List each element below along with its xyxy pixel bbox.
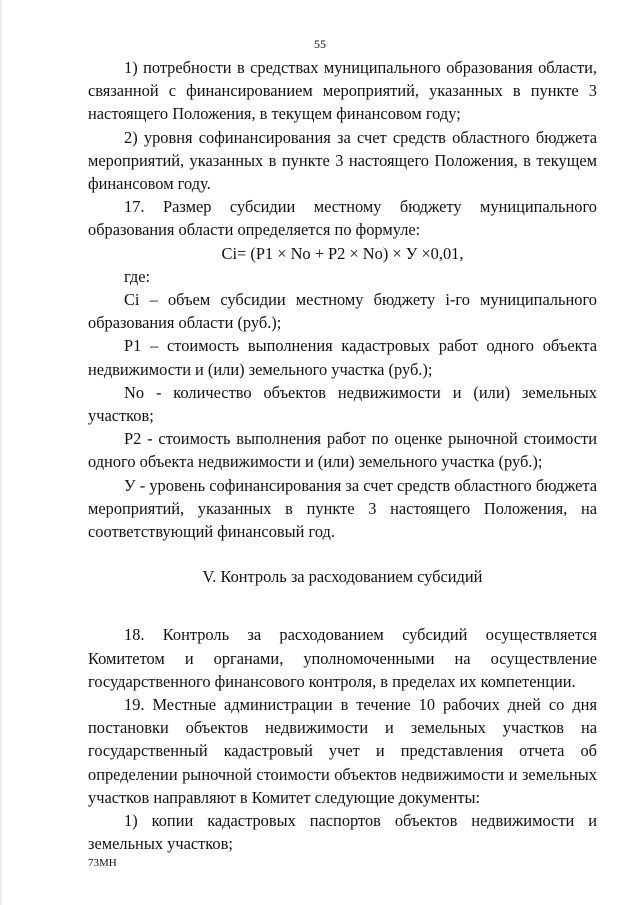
- definition-no: No - количество объектов недвижимости и (или) земельных участков;: [88, 382, 597, 426]
- definition-ci: Ci – объем субсидии местному бюджету i-го муниципального образования области (руб.);: [88, 290, 597, 333]
- paragraph-cofinancing-level: 2) уровня софинансирования за счет средств областного бюджета мероприятий, указанных в пункте 3 настоящего Положения, в текущем финансовом году.: [88, 127, 597, 194]
- document-code: 73МН: [88, 857, 117, 869]
- definition-p1: P1 – стоимость выполнения кадастровых работ одного объекта недвижимости и (или) земельного участка (руб.);: [88, 336, 597, 379]
- document-body: [88, 56, 597, 856]
- section-title: V. Контроль за расходованием субсидий: [202, 567, 483, 587]
- paragraph-17: 17. Размер субсидии местному бюджету муниципального образования области определяется по формуле:: [88, 197, 597, 240]
- paragraph-19-item-1: 1) копии кадастровых паспортов объектов недвижимости и земельных участков;: [88, 811, 597, 854]
- definition-p2: P2 - стоимость выполнения работ по оценке рыночной стоимости одного объекта недвижимости и (или) земельного участка (руб.);: [88, 429, 597, 472]
- page-number: 55: [314, 37, 326, 51]
- definition-u: У - уровень софинансирования за счет средств областного бюджета мероприятий, указанных в пункте 3 настоящего Положения, на соответствующий финансовый год.: [88, 475, 597, 542]
- paragraph-18: 18. Контроль за расходованием субсидий осуществляется Комитетом и органами, уполномоченными на осуществление государственного финансового контроля, в пределах их компетенции.: [88, 625, 597, 691]
- paragraph-19: 19. Местные администрации в течение 10 рабочих дней со дня постановки объектов недвижимости и земельных участков на государственный кадастровый учет и представления отчета об определении рыночной стоимости объектов недвижимости и земельных участков направляют в Комитет следующие документы:: [88, 695, 597, 807]
- scan-edge-shadow: [0, 0, 3, 905]
- paragraph-need: 1) потребности в средствах муниципального образования области, связанной с финансированием мероприятий, указанных в пункте 3 настоящего Положения, в текущем финансовом году;: [88, 58, 597, 124]
- spacer: [88, 543, 597, 565]
- where-label: где:: [124, 266, 151, 286]
- subsidy-formula: Ci= (P1 × No + P2 × No) × У ×0,01,: [221, 243, 464, 263]
- spacer: [88, 588, 597, 623]
